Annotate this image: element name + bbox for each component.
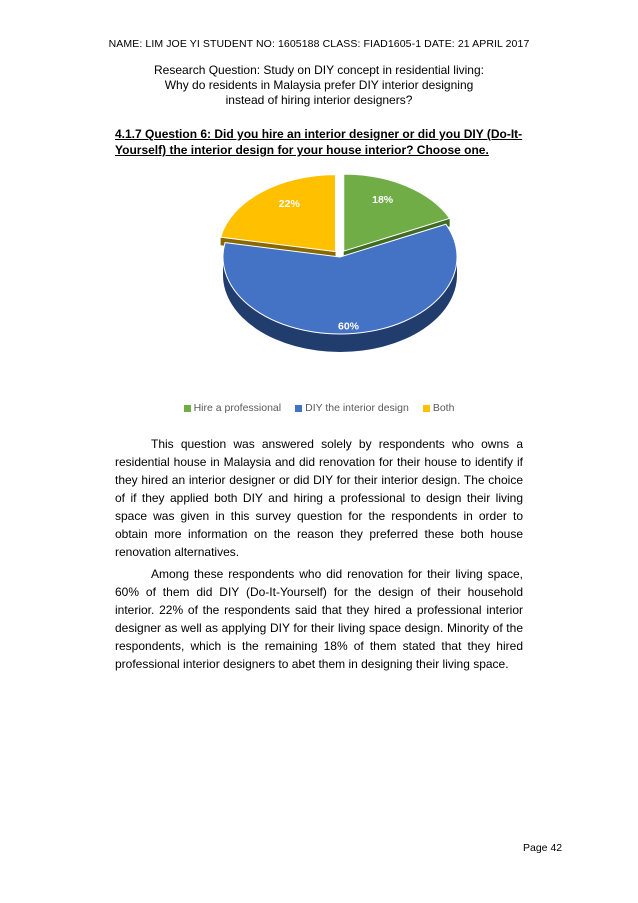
legend-item-diy: [295, 402, 409, 414]
body-text: [115, 435, 523, 677]
research-question-line-1: Research Question: Study on DIY concept in residential living:: [154, 63, 484, 77]
page-header: NAME: LIM JOE YI STUDENT NO: 1605188 CLASS: FIAD1605-1 DATE: 21 APRIL 2017: [108, 38, 530, 50]
pie-chart: [180, 172, 480, 387]
legend-label-diy: DIY the interior design: [305, 402, 409, 414]
pie-tops: [221, 174, 457, 334]
chart-legend: [0, 402, 638, 414]
legend-item-both: [423, 402, 455, 414]
pie-label-hire: 18%: [372, 193, 394, 206]
question-title: 4.1.7 Question 6: Did you hire an interior designer or did you DIY (Do-It-Yourself) the interior design for your house interior? Choose one.: [115, 127, 523, 157]
research-question: [100, 63, 538, 108]
research-question-line-2: Why do residents in Malaysia prefer DIY interior designing: [164, 78, 474, 92]
page-number: Page 42: [523, 842, 563, 854]
legend-swatch-hire: [184, 405, 191, 412]
pie-label-both: 22%: [278, 197, 300, 210]
research-question-line-3: instead of hiring interior designers?: [225, 93, 413, 107]
legend-swatch-diy: [295, 405, 302, 412]
legend-label-both: Both: [432, 402, 455, 414]
body-paragraph-2: Among these respondents who did renovation for their living space, 60% of them did DIY (Do-It-Yourself) for the design of their household interior. 22% of the respondents said that they hired a professional interior designer as well as applying DIY for their living space design. Minority of the respondents, which is the remaining 18% of them stated that they hired professional interior designers to abet them in designing their living space.: [115, 567, 523, 671]
pie-label-diy: 60%: [337, 320, 360, 333]
legend-item-hire: [184, 402, 282, 414]
legend-label-hire: Hire a professional: [193, 402, 282, 414]
legend-swatch-both: [423, 405, 430, 412]
body-paragraph-1: This question was answered solely by respondents who owns a residential house in Malaysia and did renovation for their house to identify if they hired an interior designer or did DIY for their interior design. The choice of if they applied both DIY and hiring a professional to design their living space was given in this survey question for the respondents in order to obtain more information on the reason they preferred these both house renovation alternatives.: [115, 437, 523, 559]
